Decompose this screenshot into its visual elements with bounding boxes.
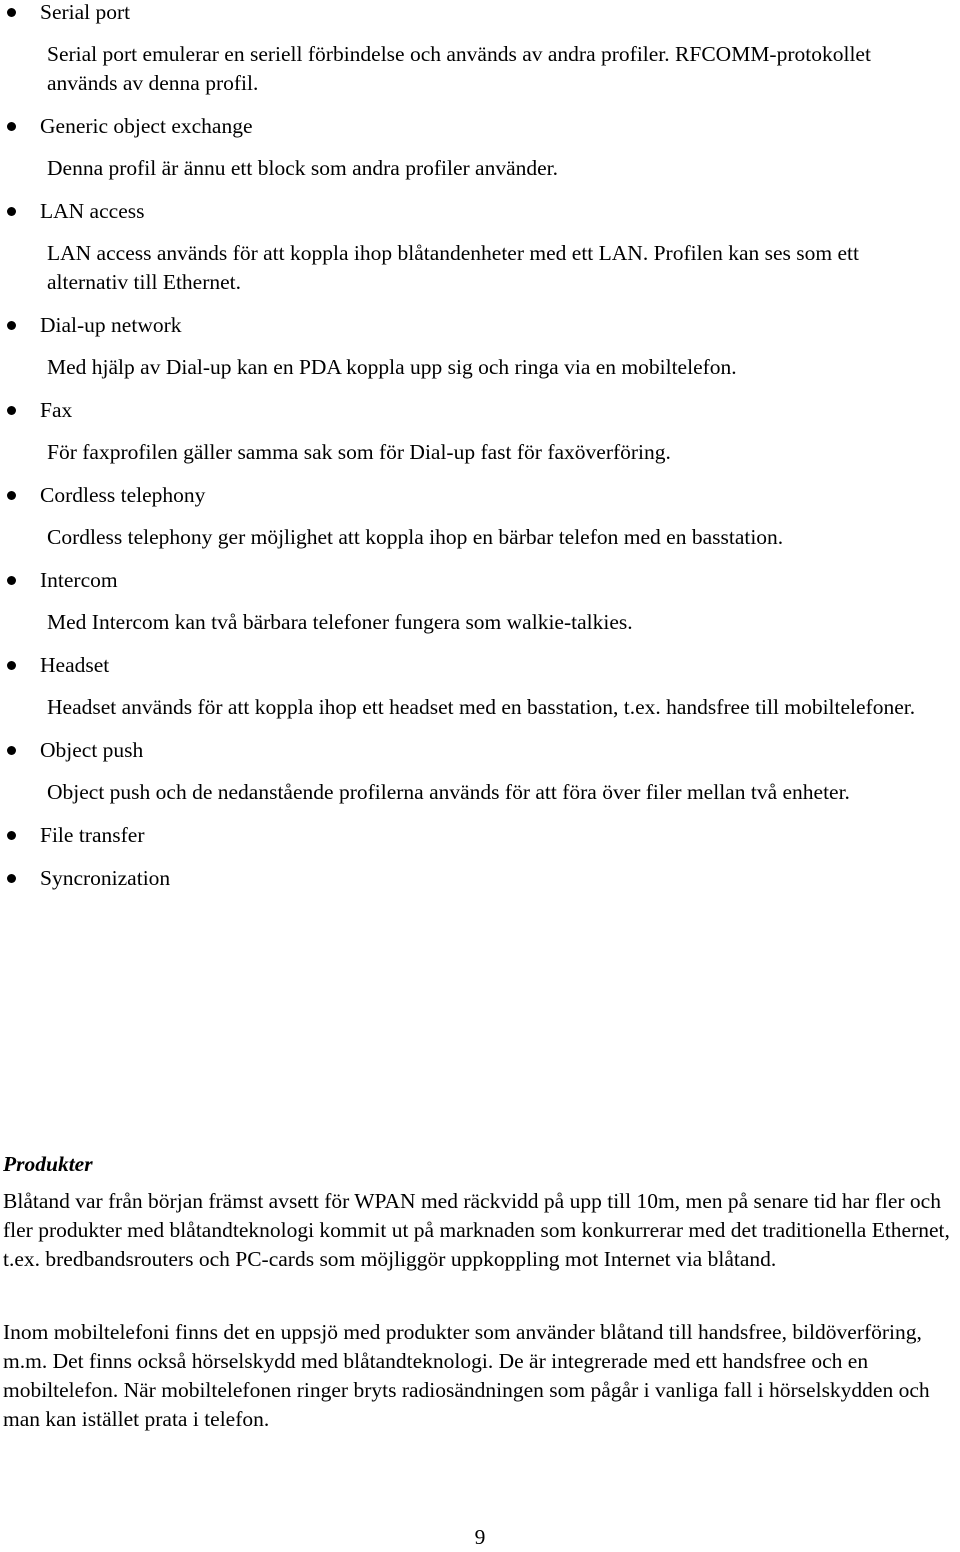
profile-term: LAN access bbox=[40, 199, 145, 223]
list-item bbox=[0, 396, 960, 467]
body-paragraph: Blåtand var från början främst avsett för WPAN med räckvidd på upp till 10m, men på senare tid har fler och fler produkter med blåtandteknologi kommit ut på marknaden som konkurrerar med det traditionella Ethernet, t.ex. bredbandsrouters och PC-cards som möjliggör uppkoppling mot Internet via blåtand. bbox=[3, 1189, 950, 1271]
profile-description: Med hjälp av Dial-up kan en PDA koppla upp sig och ringa via en mobiltelefon. bbox=[47, 355, 737, 379]
profile-term: Syncronization bbox=[40, 866, 171, 890]
list-item bbox=[0, 311, 960, 382]
list-item bbox=[0, 566, 960, 637]
bullet-icon bbox=[7, 491, 16, 500]
profile-term: Intercom bbox=[40, 568, 118, 592]
profile-term: Dial-up network bbox=[40, 313, 182, 337]
profile-description: För faxprofilen gäller samma sak som för Dial-up fast för faxöverföring. bbox=[47, 440, 671, 464]
profile-term: Generic object exchange bbox=[40, 114, 253, 138]
bullet-icon bbox=[7, 576, 16, 585]
profile-description: Cordless telephony ger möjlighet att koppla ihop en bärbar telefon med en basstation. bbox=[47, 525, 784, 549]
list-item bbox=[0, 112, 960, 183]
list-item bbox=[0, 821, 960, 850]
profile-term: Object push bbox=[40, 738, 144, 762]
list-item bbox=[0, 864, 960, 893]
list-item bbox=[0, 651, 960, 722]
profile-description: LAN access används för att koppla ihop blåtandenheter med ett LAN. Profilen kan ses som ett alternativ till Ethernet. bbox=[47, 241, 859, 294]
profile-description: Serial port emulerar en seriell förbindelse och används av andra profiler. RFCOMM-protokollet används av denna profil. bbox=[47, 42, 871, 95]
profile-term: Serial port bbox=[40, 0, 131, 24]
bullet-icon bbox=[7, 831, 16, 840]
body-paragraph: Inom mobiltelefoni finns det en uppsjö med produkter som använder blåtand till handsfree, bildöverföring, m.m. Det finns också hörselskydd med blåtandteknologi. De är integrerade med ett handsfree och en mobiltelefon. När mobiltelefonen ringer bryts radiosändningen som pågår i vanliga fall i hörselskydden och man kan istället prata i telefon. bbox=[3, 1320, 930, 1431]
profile-description: Med Intercom kan två bärbara telefoner fungera som walkie-talkies. bbox=[47, 610, 633, 634]
list-item bbox=[0, 0, 960, 98]
list-item bbox=[0, 736, 960, 807]
list-item bbox=[0, 197, 960, 297]
profile-term: File transfer bbox=[40, 823, 145, 847]
profile-description: Headset används för att koppla ihop ett headset med en basstation, t.ex. handsfree till mobiltelefoner. bbox=[47, 695, 916, 719]
profile-term: Fax bbox=[40, 398, 73, 422]
profile-description: Object push och de nedanstående profilerna används för att föra över filer mellan två enheter. bbox=[47, 780, 850, 804]
page-number: 9 bbox=[474, 1525, 486, 1549]
bullet-icon bbox=[7, 122, 16, 131]
bullet-icon bbox=[7, 207, 16, 216]
profile-term: Cordless telephony bbox=[40, 483, 206, 507]
bullet-icon bbox=[7, 321, 16, 330]
bullet-icon bbox=[7, 406, 16, 415]
list-item bbox=[0, 481, 960, 552]
profile-description: Denna profil är ännu ett block som andra profiler använder. bbox=[47, 156, 559, 180]
bullet-icon bbox=[7, 8, 16, 17]
bullet-icon bbox=[7, 874, 16, 883]
section-heading: Produkter bbox=[3, 1152, 93, 1176]
bullet-icon bbox=[7, 746, 16, 755]
profile-term: Headset bbox=[40, 653, 110, 677]
bullet-icon bbox=[7, 661, 16, 670]
